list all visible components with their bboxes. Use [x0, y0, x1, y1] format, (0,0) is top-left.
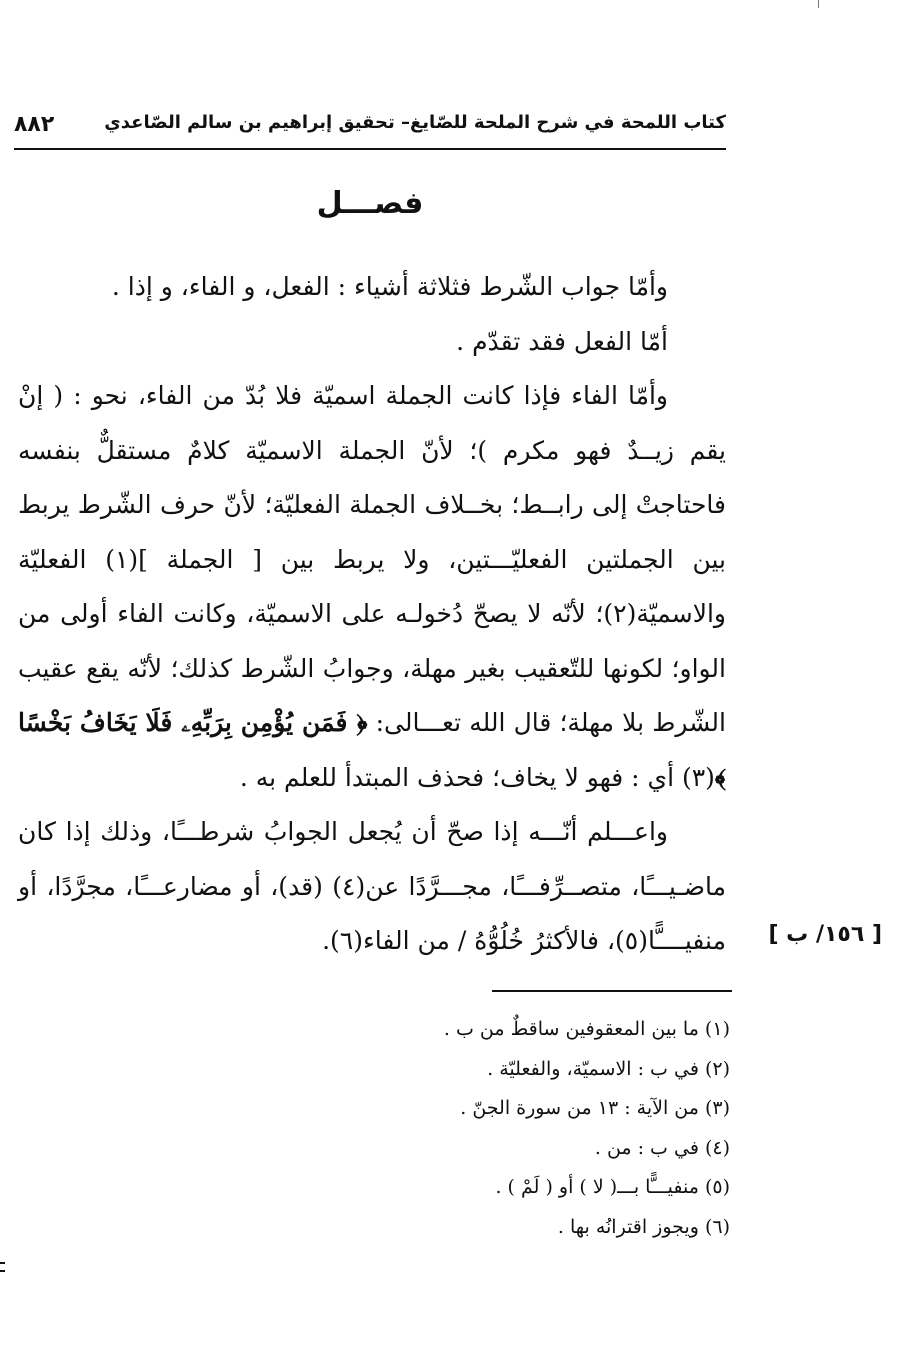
main-text — [18, 260, 726, 969]
footnote: (٢) في ب : الاسميّة، والفعليّة . — [487, 1057, 730, 1080]
footnotes — [300, 1010, 730, 1247]
paragraph-text: (٣) أي : فهو لا يخاف؛ فحذف المبتدأ للعلم به . — [239, 762, 715, 792]
paragraph: واعـــلم أنّـــه إذا صحّ أن يُجعل الجوابُ شرطـــًا، وذلك إذا كان ماضـيـــًا، متصــرِّفـــًا، مجـــرَّدًا عن(٤) (قد)، أو مضارعـــًا، مجرَّدًا، أو منفيــــًّا(٥)، فالأكثرُ خُلُوُّهُ / من الفاء(٦). — [18, 817, 726, 955]
paragraph-text: وأمّا الفاء فإذا كانت الجملة اسميّة فلا بُدّ من الفاء، نحو : ( إنْ يقم زيــدٌ فهو مكرم )؛ لأنّ الجملة الاسميّة كلامٌ مستقلٌّ بنفسه فاحتاجتْ إلى رابــط؛ بخــلاف الجملة الفعليّة؛ لأنّ حرف الشّرط يربط بين الجملتين الفعليّـــتين، ولا يربط بين [ الجملة ](١) الفعليّة والاسميّة(٢)؛ لأنّه لا يصحّ دُخولـه على الاسميّة، وكانت الفاء أولى من الواو؛ لكونها للتّعقيب بغير مهلة، وجوابُ الشّرط كذلك؛ لأنّه يقع عقيب الشّرط بلا مهلة؛ قال الله تعـــالى: — [18, 381, 726, 737]
running-header — [14, 106, 726, 150]
paragraph — [18, 369, 726, 805]
scan-mark — [0, 1262, 5, 1272]
footnote: (٥) منفيـــًّا بـــ( لا ) أو ( لَمْ ) . — [495, 1176, 730, 1198]
paragraph: وأمّا جواب الشّرط فثلاثة أشياء : الفعل، و الفاء، و إذا . — [111, 272, 668, 301]
header-rule — [14, 148, 726, 150]
paragraph: أمّا الفعل فقد تقدّم . — [456, 326, 668, 356]
book-title: كتاب اللمحة في شرح الملحة للصّايغ– تحقيق إبراهيم بن سالم الصّاعدي — [104, 112, 726, 133]
section-heading: فصـــل — [316, 186, 424, 221]
footnote: (٣) من الآية : ١٣ من سورة الجنّ . — [460, 1097, 730, 1119]
quran-verse: ﴿ فَمَن يُؤْمِن بِرَبِّهِۦ فَلَا يَخَافُ بَخْسًا ﴾ — [18, 708, 726, 792]
footnote: (١) ما بين المعقوفين ساقطٌ من ب . — [443, 1018, 730, 1040]
footnote: (٤) في ب : من . — [594, 1136, 730, 1159]
footnote-rule — [492, 990, 732, 992]
footnote: (٦) ويجوز اقترانُه بها . — [557, 1215, 730, 1238]
page-number: ٨٨٢ — [14, 112, 55, 137]
manuscript-folio-marker: [ ١٥٦/ ب ] — [768, 922, 882, 947]
scan-mark — [818, 0, 819, 8]
